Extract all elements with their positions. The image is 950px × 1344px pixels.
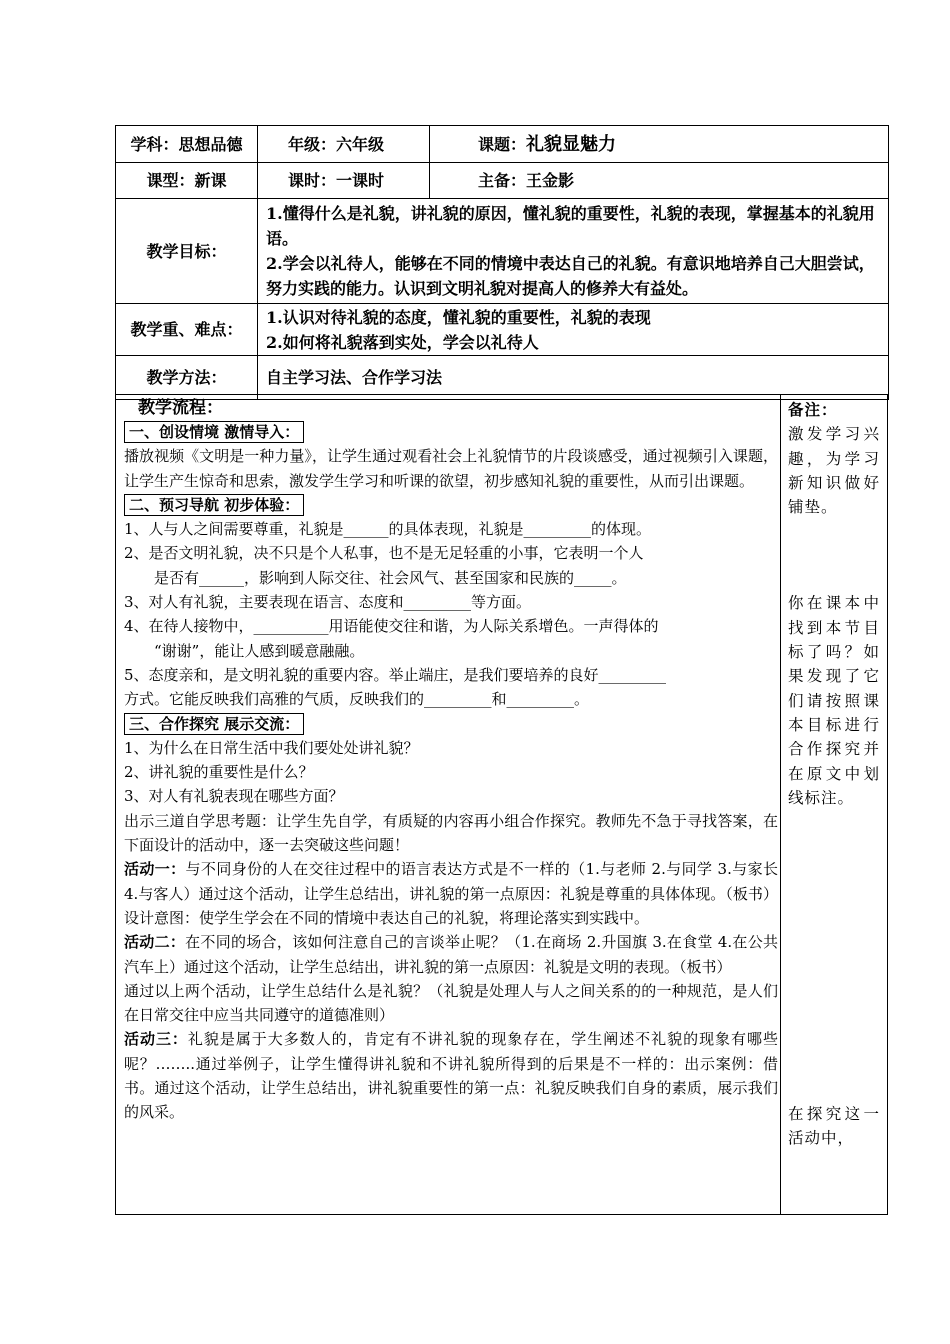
preview-question-5-cont: 方式。它能反映我们高雅的气质，反映我们的_________和_________。 [124,690,590,709]
activity-1 [124,857,778,930]
topic-label: 课题： [478,134,527,154]
definition-summary: 通过以上两个活动，让学生总结什么是礼貌？（礼貌是处理人与人之间关系的的一种规范，是人们在日常交往中应当共同遵守的道德准则） [124,981,778,1025]
activity-2-text: 在不同的场合，该如何注意自己的言谈举止呢？（1.在商场 2.升国旗 3.在食堂 4.在公共汽车上）通过这个活动，让学生总结出，讲礼貌的第一点原因：礼貌是文明的表现。（板书） [124,933,778,976]
note-3: 在探究这一活动中， [788,1105,880,1148]
inquiry-question-3: 3、对人有礼貌表现在哪些方面？ [124,787,344,806]
preview-question-3: 3、对人有礼貌，主要表现在语言、态度和_________等方面。 [124,593,532,612]
notes-column [788,398,880,1151]
activity-2-label: 活动二： [124,933,186,952]
key-points-cell [258,304,889,356]
activity-3-label: 活动三： [124,1030,188,1049]
note-1: 激发学习兴趣，为学习新知识做好铺垫。 [788,425,880,517]
duration-cell: 课时：一课时 [258,163,430,199]
section-2-title: 二、预习导航 初步体验： [124,494,304,516]
inquiry-question-2: 2、讲礼貌的重要性是什么？ [124,763,314,782]
preview-question-2-cont: 是否有______，影响到人际交往、社会风气、甚至国家和民族的_____。 [154,568,627,587]
subject-cell: 学科：思想品德 [116,126,258,163]
teaching-flow-section [115,394,888,1215]
activity-2 [124,930,778,979]
preview-question-4-cont: “谢谢”，能让人感到暖意融融。 [154,641,365,660]
inquiry-question-1: 1、为什么在日常生活中我们要处处讲礼貌？ [124,738,419,757]
inquiry-instructions: 出示三道自学思考题：让学生先自学，有质疑的内容再小组合作探究。教师先不急于寻找答案，在下面设计的活动中，逐一去突破这些问题！ [124,811,778,855]
grade-cell: 年级：六年级 [258,126,430,163]
topic-cell [430,126,889,163]
preview-question-2: 2、是否文明礼貌，决不只是个人私事，也不是无足轻重的小事，它表明一个人 [124,544,644,563]
goals-cell [258,199,889,304]
topic-value: 礼貌显魅力 [526,133,617,155]
flow-title: 教学流程： [138,398,223,418]
key-point-item: 1.认识对待礼貌的态度，懂礼貌的重要性，礼貌的表现 [266,307,651,327]
method-label: 教学方法： [116,356,258,400]
section-1-title: 一、创设情境 激情导入： [124,421,304,443]
activity-1-text: 与不同身份的人在交往过程中的语言表达方式是不一样的（1.与老师 2.与同学 3.与家长 4.与客人）通过这个活动，让学生总结出，讲礼貌的第一点原因：礼貌是尊重的具体体现。（板书）设计意图：使学生学会在不同的情境中表达自己的礼貌，将理论落实到实践中。 [124,860,778,927]
flow-content [124,396,778,1125]
preview-question-5: 5、态度亲和，是文明礼貌的重要内容。举止端庄，是我们要培养的良好_________ [124,665,667,684]
key-points-label: 教学重、难点： [116,304,258,356]
preview-question-4: 4、在待人接物中，__________用语能使交往和谐，为人际关系增色。一声得体的 [124,617,659,636]
section-1-text: 播放视频《文明是一种力量》，让学生通过观看社会上礼貌情节的片段谈感受，通过视频引入课题，让学生产生惊奇和思索，激发学生学习和听课的欲望，初步感知礼貌的重要性，从而引出课题。 [124,447,778,490]
section-3-title: 三、合作探究 展示交流： [124,713,304,735]
notes-label: 备注： [788,400,838,419]
activity-1-label: 活动一： [124,860,186,879]
key-point-item: 2.如何将礼貌落到实处，学会以礼待人 [266,332,539,352]
preview-question-1: 1、人与人之间需要尊重，礼貌是______的具体表现，礼貌是_________的体现。 [124,520,652,539]
method-cell: 自主学习法、合作学习法 [258,356,889,400]
note-2: 你在课本中找到本节目标了吗？如果发现了它们请按照课本目标进行合作探究并在原文中划线标注。 [788,594,880,807]
goal-item: 2.学会以礼待人，能够在不同的情境中表达自己的礼貌。有意识地培养自己大胆尝试，努力实践的能力。认识到文明礼貌对提高人的修养大有益处。 [266,254,875,298]
goal-item: 1.懂得什么是礼貌，讲礼貌的原因，懂礼貌的重要性，礼貌的表现，掌握基本的礼貌用语。 [266,204,875,248]
goals-label: 教学目标： [116,199,258,304]
column-divider [780,395,781,1214]
activity-3-text: 礼貌是属于大多数人的，肯定有不讲礼貌的现象存在，学生阐述不礼貌的现象有哪些呢？……..通过举例子，让学生懂得讲礼貌和不讲礼貌所得到的后果是不一样的：出示案例：借书。通过这个活动，让学生总结出，讲礼貌重要性的第一点：礼貌反映我们自身的素质，展示我们的风采。 [124,1030,778,1122]
activity-3 [124,1027,778,1124]
lesson-header-table [115,125,889,400]
preparer-cell: 主备：王金影 [430,163,889,199]
lesson-type-cell: 课型：新课 [116,163,258,199]
